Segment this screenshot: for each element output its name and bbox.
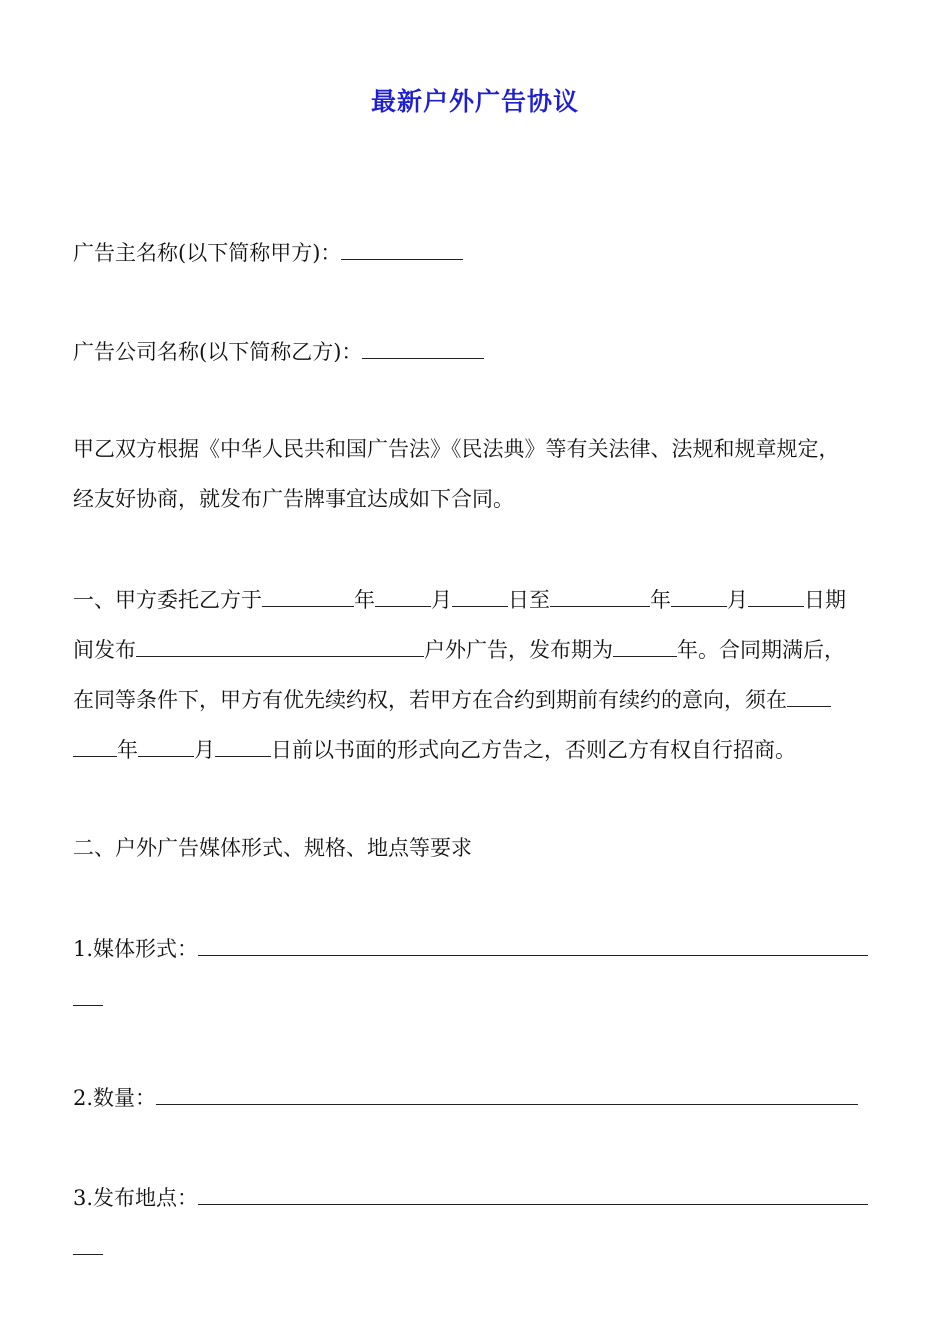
end-month-blank [671, 584, 727, 607]
agency-name-line [73, 336, 893, 367]
clause-1-text-b: 年 [354, 588, 375, 612]
clause-1-line-3 [73, 684, 893, 715]
location-line [73, 1182, 893, 1213]
clause-1-line-4 [73, 734, 893, 765]
end-day-blank [748, 584, 804, 607]
clause-1-text-i: 户外广告，发布期为 [424, 638, 613, 662]
advertiser-name-label: 广告主名称(以下简称甲方)： [73, 241, 342, 265]
media-form-line-2 [73, 983, 893, 1014]
renew-year-blank-a [787, 684, 831, 707]
agency-name-label: 广告公司名称(以下简称乙方)： [73, 340, 363, 364]
media-form-blank-continued [73, 983, 103, 1006]
clause-1-text-e: 年 [650, 588, 671, 612]
renew-month-blank [138, 734, 194, 757]
location-blank-continued [73, 1232, 103, 1255]
advertiser-name-blank [341, 237, 463, 260]
media-form-blank [198, 933, 868, 956]
clause-1-line-2 [73, 634, 893, 665]
advertiser-name-line [73, 237, 893, 268]
clause-1-text-j: 年。合同期满后， [677, 638, 845, 662]
period-years-blank [613, 634, 677, 657]
media-form-label: 1.媒体形式： [73, 937, 199, 961]
clause-2-heading [73, 833, 893, 863]
clause-1-line-1 [73, 584, 893, 615]
preamble-text-1: 甲乙双方根据《中华人民共和国广告法》《民法典》等有关法律、法规和规章规定， [73, 437, 840, 461]
start-day-blank [452, 584, 508, 607]
quantity-blank [156, 1082, 858, 1105]
clause-1-text-k: 在同等条件下，甲方有优先续约权，若甲方在合约到期前有续约的意向，须在 [73, 688, 787, 712]
renew-day-blank [215, 734, 271, 757]
clause-1-text-g: 日期 [804, 588, 846, 612]
preamble-line-1 [73, 434, 893, 464]
clause-1-text-f: 月 [727, 588, 748, 612]
location-label: 3.发布地点： [73, 1186, 199, 1210]
clause-1-text-a: 一、甲方委托乙方于 [73, 588, 262, 612]
renew-year-blank-b [73, 734, 117, 757]
media-form-line [73, 933, 893, 964]
quantity-line [73, 1082, 893, 1113]
clause-1-text-h: 间发布 [73, 638, 136, 662]
start-month-blank [375, 584, 431, 607]
clause-1-text-n: 日前以书面的形式向乙方告之，否则乙方有权自行招商。 [271, 738, 796, 762]
preamble-text-2: 经友好协商，就发布广告牌事宜达成如下合同。 [73, 487, 514, 511]
location-blank [198, 1182, 868, 1205]
agency-name-blank [362, 336, 484, 359]
preamble-line-2 [73, 484, 893, 514]
location-line-2 [73, 1232, 893, 1263]
quantity-label: 2.数量： [73, 1086, 157, 1110]
clause-1-text-m: 月 [194, 738, 215, 762]
ad-content-blank [136, 634, 424, 657]
clause-1-text-d: 日至 [508, 588, 550, 612]
clause-2-heading-text: 二、户外广告媒体形式、规格、地点等要求 [73, 836, 472, 860]
end-year-blank [550, 584, 650, 607]
clause-1-text-l: 年 [117, 738, 138, 762]
clause-1-text-c: 月 [431, 588, 452, 612]
document-title: 最新户外广告协议 [370, 87, 579, 116]
start-year-blank [262, 584, 354, 607]
